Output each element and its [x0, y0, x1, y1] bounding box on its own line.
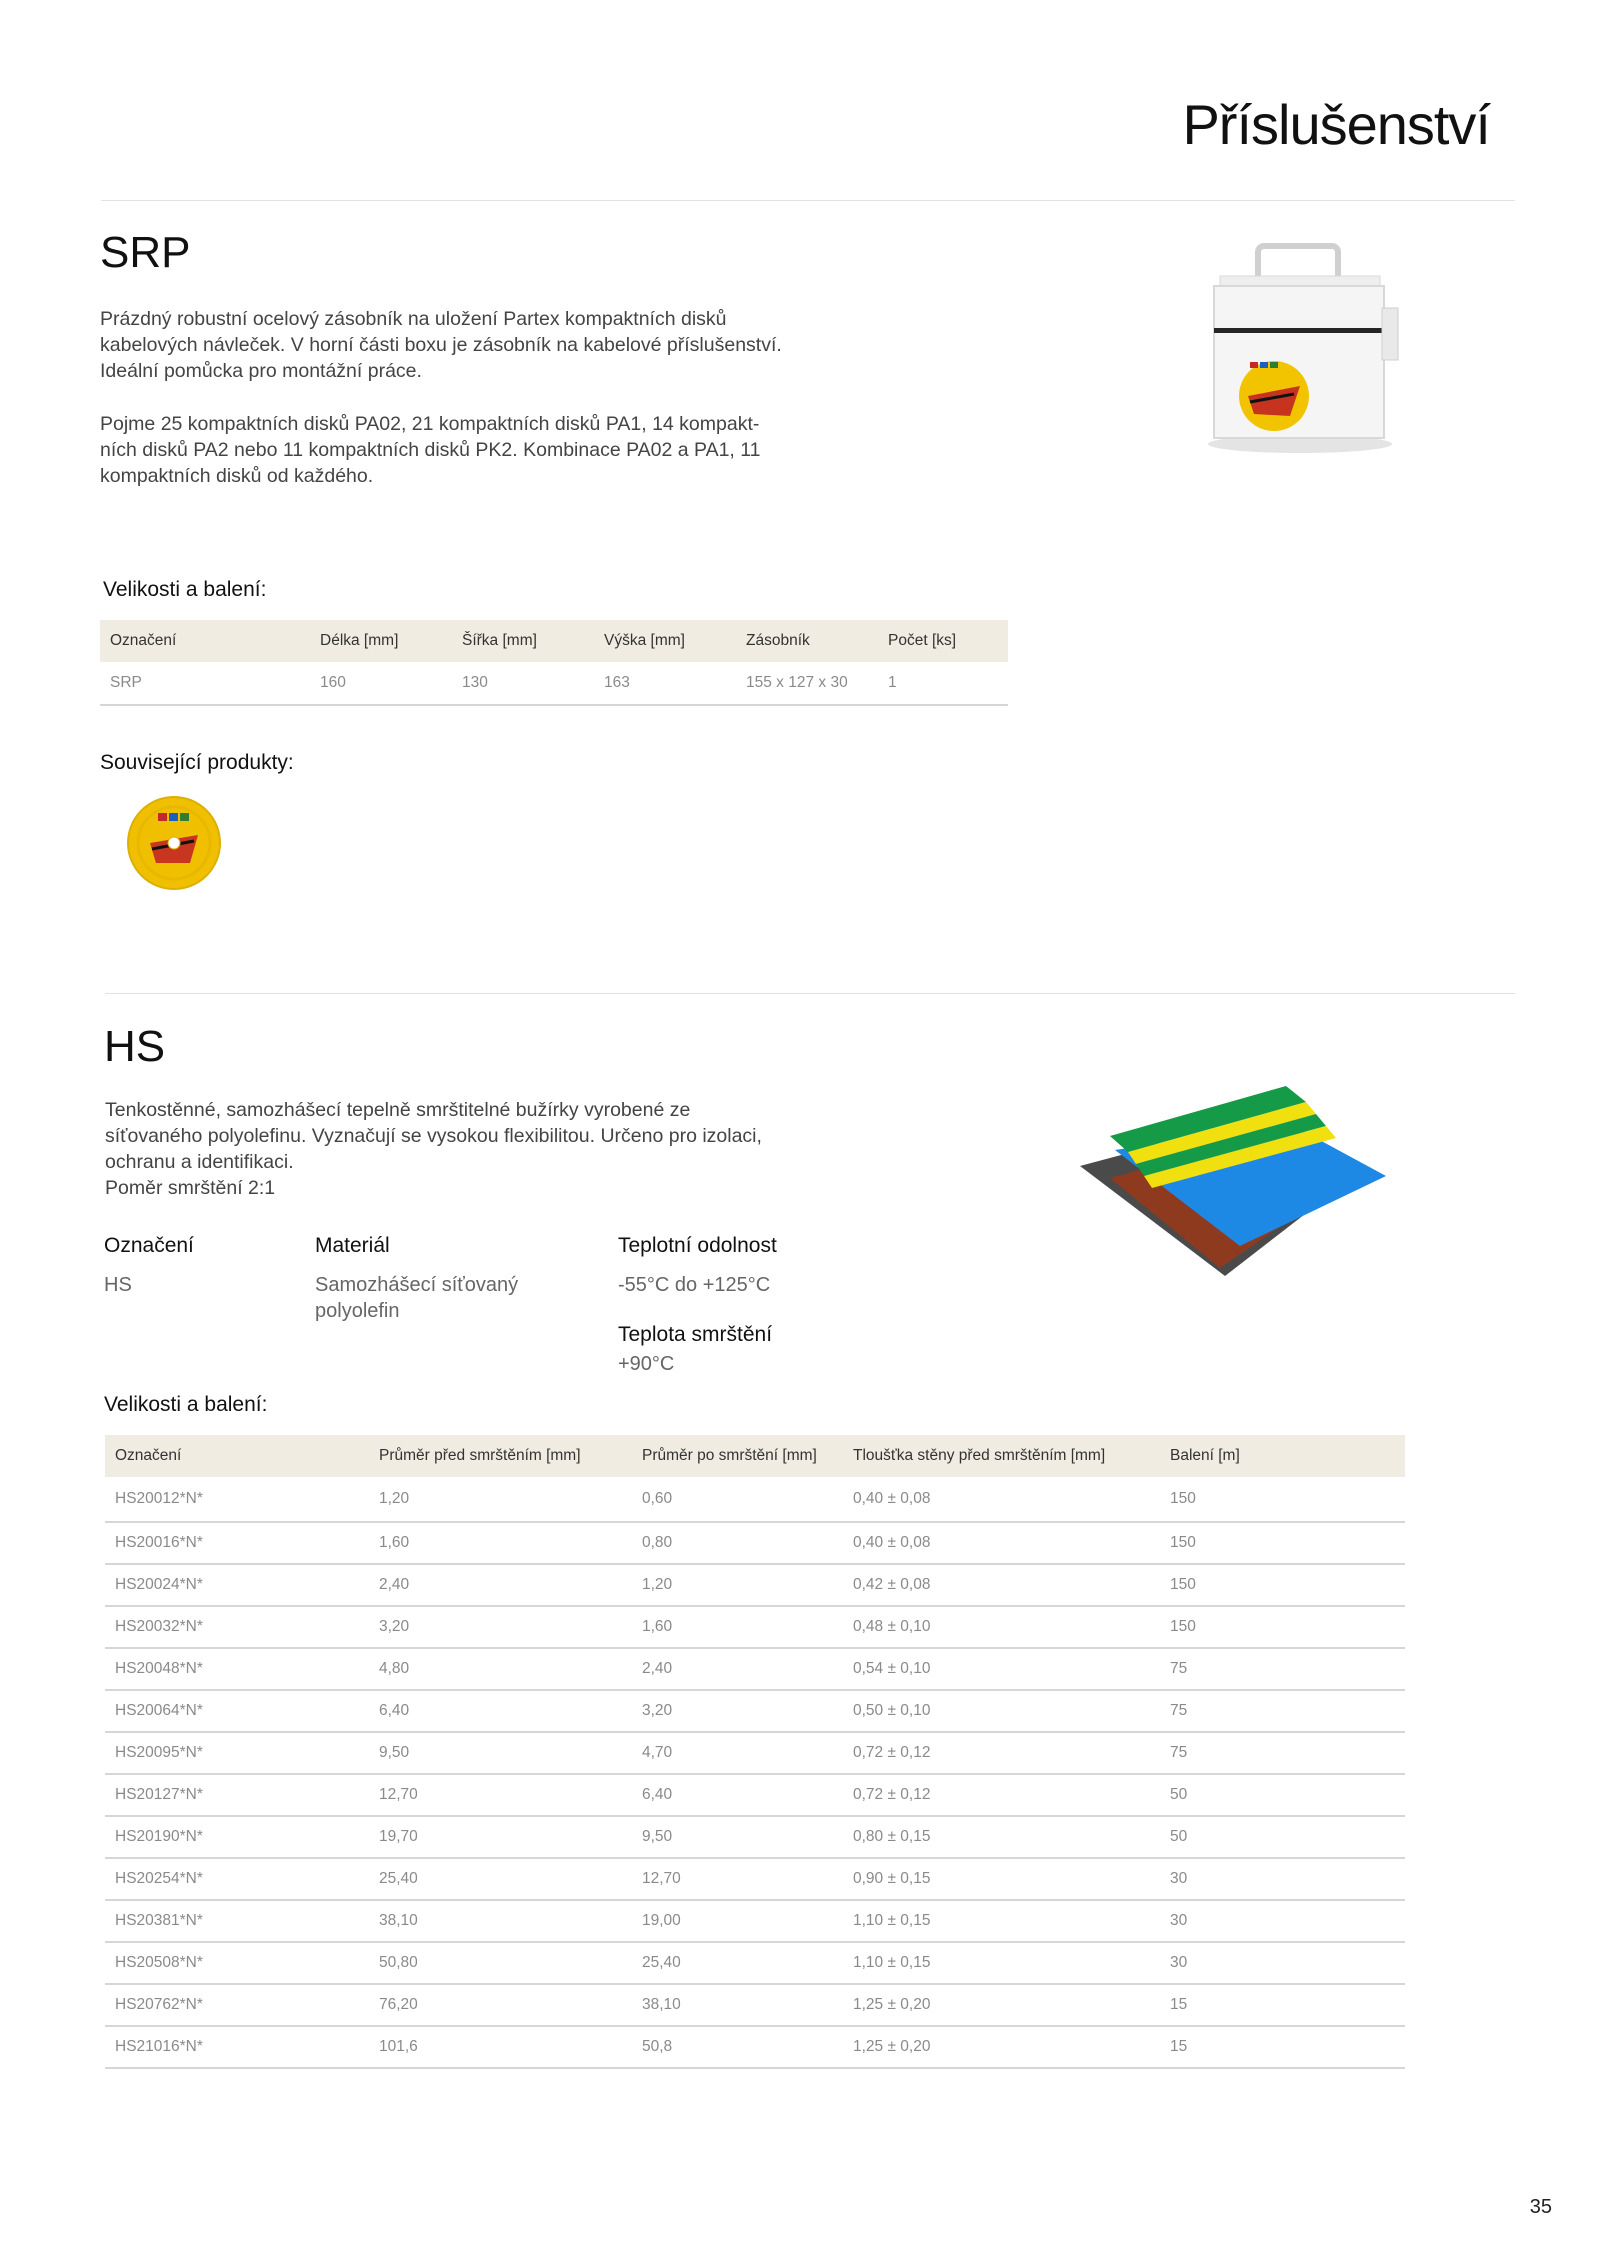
- table-cell: 75: [1160, 1648, 1405, 1690]
- table-cell: HS21016*N*: [105, 2026, 369, 2068]
- table-cell: 1,10 ± 0,15: [843, 1942, 1160, 1984]
- srp-box-image: [1190, 238, 1410, 458]
- table-cell: 1,60: [369, 1522, 632, 1564]
- hs-tubes-image: [1070, 1078, 1390, 1288]
- srp-sizes-heading: Velikosti a balení:: [103, 578, 267, 601]
- col-header: Počet [ks]: [878, 620, 1008, 662]
- table-cell: 101,6: [369, 2026, 632, 2068]
- table-cell: 75: [1160, 1690, 1405, 1732]
- table-cell: 30: [1160, 1942, 1405, 1984]
- table-cell: 30: [1160, 1858, 1405, 1900]
- table-cell: 50: [1160, 1816, 1405, 1858]
- table-cell: 150: [1160, 1477, 1405, 1522]
- header-divider: [101, 200, 1515, 201]
- table-header-row: [105, 1435, 1405, 1477]
- table-cell: HS20095*N*: [105, 1732, 369, 1774]
- srp-sizes-table: [100, 620, 1008, 706]
- table-cell: 0,90 ± 0,15: [843, 1858, 1160, 1900]
- table-row: [105, 1774, 1405, 1816]
- table-cell: HS20032*N*: [105, 1606, 369, 1648]
- table-row: [105, 1648, 1405, 1690]
- table-cell: 155 x 127 x 30: [736, 662, 878, 705]
- table-cell: HS20254*N*: [105, 1858, 369, 1900]
- table-cell: 1,10 ± 0,15: [843, 1900, 1160, 1942]
- table-cell: 9,50: [369, 1732, 632, 1774]
- col-header: Balení [m]: [1160, 1435, 1405, 1477]
- table-cell: 15: [1160, 1984, 1405, 2026]
- table-cell: HS20012*N*: [105, 1477, 369, 1522]
- table-cell: 15: [1160, 2026, 1405, 2068]
- table-row: [105, 1522, 1405, 1564]
- table-cell: 25,40: [369, 1858, 632, 1900]
- table-cell: 30: [1160, 1900, 1405, 1942]
- table-row: [105, 1606, 1405, 1648]
- hs-description: Tenkostěnné, samozhášecí tepelně smrštitelné bužírky vyrobené ze síťovaného polyolefinu. Vyznačují se vysokou flexibilitou. Určeno pro izolaci, ochranu a identifikaci. Poměr smrštění 2:1: [105, 1099, 762, 1199]
- hs-temp-resistance-value: -55°C do +125°C: [618, 1274, 771, 1296]
- page-number: 35: [1529, 2196, 1552, 2218]
- table-row: [105, 1942, 1405, 1984]
- table-cell: 0,80 ± 0,15: [843, 1816, 1160, 1858]
- table-cell: HS20762*N*: [105, 1984, 369, 2026]
- table-cell: 0,72 ± 0,12: [843, 1774, 1160, 1816]
- table-cell: 0,60: [632, 1477, 843, 1522]
- table-cell: 0,48 ± 0,10: [843, 1606, 1160, 1648]
- table-cell: 0,80: [632, 1522, 843, 1564]
- table-cell: 1,20: [632, 1564, 843, 1606]
- page-title: Příslušenství: [1182, 93, 1490, 156]
- table-row: [105, 1858, 1405, 1900]
- srp-title: SRP: [100, 228, 191, 277]
- table-cell: 150: [1160, 1522, 1405, 1564]
- table-cell: 6,40: [632, 1774, 843, 1816]
- table-cell: 130: [452, 662, 594, 705]
- table-cell: 160: [310, 662, 452, 705]
- table-cell: 1,25 ± 0,20: [843, 2026, 1160, 2068]
- col-header: Označení: [100, 620, 310, 662]
- table-row: [105, 2026, 1405, 2068]
- table-row: [105, 1816, 1405, 1858]
- table-cell: 0,40 ± 0,08: [843, 1477, 1160, 1522]
- col-header: Průměr po smrštění [mm]: [632, 1435, 843, 1477]
- hs-shrink-temp-label: Teplota smrštění: [618, 1323, 773, 1346]
- hs-title: HS: [104, 1022, 166, 1071]
- table-cell: HS20048*N*: [105, 1648, 369, 1690]
- hs-designation-value: HS: [104, 1274, 132, 1296]
- col-header: Tloušťka stěny před smrštěním [mm]: [843, 1435, 1160, 1477]
- col-header: Zásobník: [736, 620, 878, 662]
- table-cell: 19,70: [369, 1816, 632, 1858]
- table-cell: 25,40: [632, 1942, 843, 1984]
- table-cell: HS20381*N*: [105, 1900, 369, 1942]
- col-header: Označení: [105, 1435, 369, 1477]
- table-cell: 0,42 ± 0,08: [843, 1564, 1160, 1606]
- table-cell: 0,40 ± 0,08: [843, 1522, 1160, 1564]
- table-cell: 163: [594, 662, 736, 705]
- table-cell: 50,80: [369, 1942, 632, 1984]
- table-cell: 1: [878, 662, 1008, 705]
- table-cell: 1,20: [369, 1477, 632, 1522]
- table-cell: 50,8: [632, 2026, 843, 2068]
- table-cell: 6,40: [369, 1690, 632, 1732]
- table-cell: 38,10: [369, 1900, 632, 1942]
- table-cell: 3,20: [369, 1606, 632, 1648]
- table-row: [105, 1732, 1405, 1774]
- table-row: [105, 1564, 1405, 1606]
- hs-designation-label: Označení: [104, 1234, 194, 1257]
- table-cell: 4,70: [632, 1732, 843, 1774]
- table-row: [105, 1690, 1405, 1732]
- table-cell: 4,80: [369, 1648, 632, 1690]
- hs-sizes-heading: Velikosti a balení:: [104, 1393, 268, 1416]
- table-cell: HS20016*N*: [105, 1522, 369, 1564]
- table-cell: SRP: [100, 662, 310, 705]
- table-cell: 19,00: [632, 1900, 843, 1942]
- table-cell: 150: [1160, 1564, 1405, 1606]
- table-cell: HS20024*N*: [105, 1564, 369, 1606]
- table-header-row: [100, 620, 1008, 662]
- table-cell: 9,50: [632, 1816, 843, 1858]
- table-cell: 0,54 ± 0,10: [843, 1648, 1160, 1690]
- hs-sizes-table: [105, 1435, 1405, 2069]
- table-cell: 0,72 ± 0,12: [843, 1732, 1160, 1774]
- table-cell: 12,70: [632, 1858, 843, 1900]
- table-cell: 76,20: [369, 1984, 632, 2026]
- srp-capacity: Pojme 25 kompaktních disků PA02, 21 kompaktních disků PA1, 14 kompakt- ních disků PA2 nebo 11 kompaktních disků PK2. Kombinace PA02 a PA1, 11 kompaktních disků od každého.: [100, 413, 761, 487]
- srp-related-heading: Související produkty:: [100, 751, 294, 774]
- table-row: [105, 1477, 1405, 1522]
- table-row: [105, 1900, 1405, 1942]
- table-cell: 75: [1160, 1732, 1405, 1774]
- table-cell: HS20508*N*: [105, 1942, 369, 1984]
- table-cell: 0,50 ± 0,10: [843, 1690, 1160, 1732]
- table-cell: 150: [1160, 1606, 1405, 1648]
- section-divider: [105, 993, 1515, 994]
- srp-description: Prázdný robustní ocelový zásobník na uložení Partex kompaktních disků kabelových návleček. V horní části boxu je zásobník na kabelové příslušenství. Ideální pomůcka pro montážní práce.: [100, 308, 782, 382]
- col-header: Výška [mm]: [594, 620, 736, 662]
- table-cell: HS20064*N*: [105, 1690, 369, 1732]
- related-product-thumbnail[interactable]: [124, 793, 224, 893]
- table-cell: 1,60: [632, 1606, 843, 1648]
- table-cell: 2,40: [369, 1564, 632, 1606]
- hs-temp-resistance-label: Teplotní odolnost: [618, 1234, 777, 1257]
- hs-material-label: Materiál: [315, 1234, 390, 1257]
- table-cell: 50: [1160, 1774, 1405, 1816]
- col-header: Šířka [mm]: [452, 620, 594, 662]
- table-cell: HS20127*N*: [105, 1774, 369, 1816]
- hs-material-value: Samozhášecí síťovaný polyolefin: [315, 1274, 519, 1322]
- table-cell: 38,10: [632, 1984, 843, 2026]
- table-cell: 1,25 ± 0,20: [843, 1984, 1160, 2026]
- table-cell: HS20190*N*: [105, 1816, 369, 1858]
- table-cell: 3,20: [632, 1690, 843, 1732]
- col-header: Průměr před smrštěním [mm]: [369, 1435, 632, 1477]
- hs-shrink-temp-value: +90°C: [618, 1353, 675, 1375]
- table-row: [105, 1984, 1405, 2026]
- table-row: [100, 662, 1008, 705]
- col-header: Délka [mm]: [310, 620, 452, 662]
- table-cell: 12,70: [369, 1774, 632, 1816]
- table-cell: 2,40: [632, 1648, 843, 1690]
